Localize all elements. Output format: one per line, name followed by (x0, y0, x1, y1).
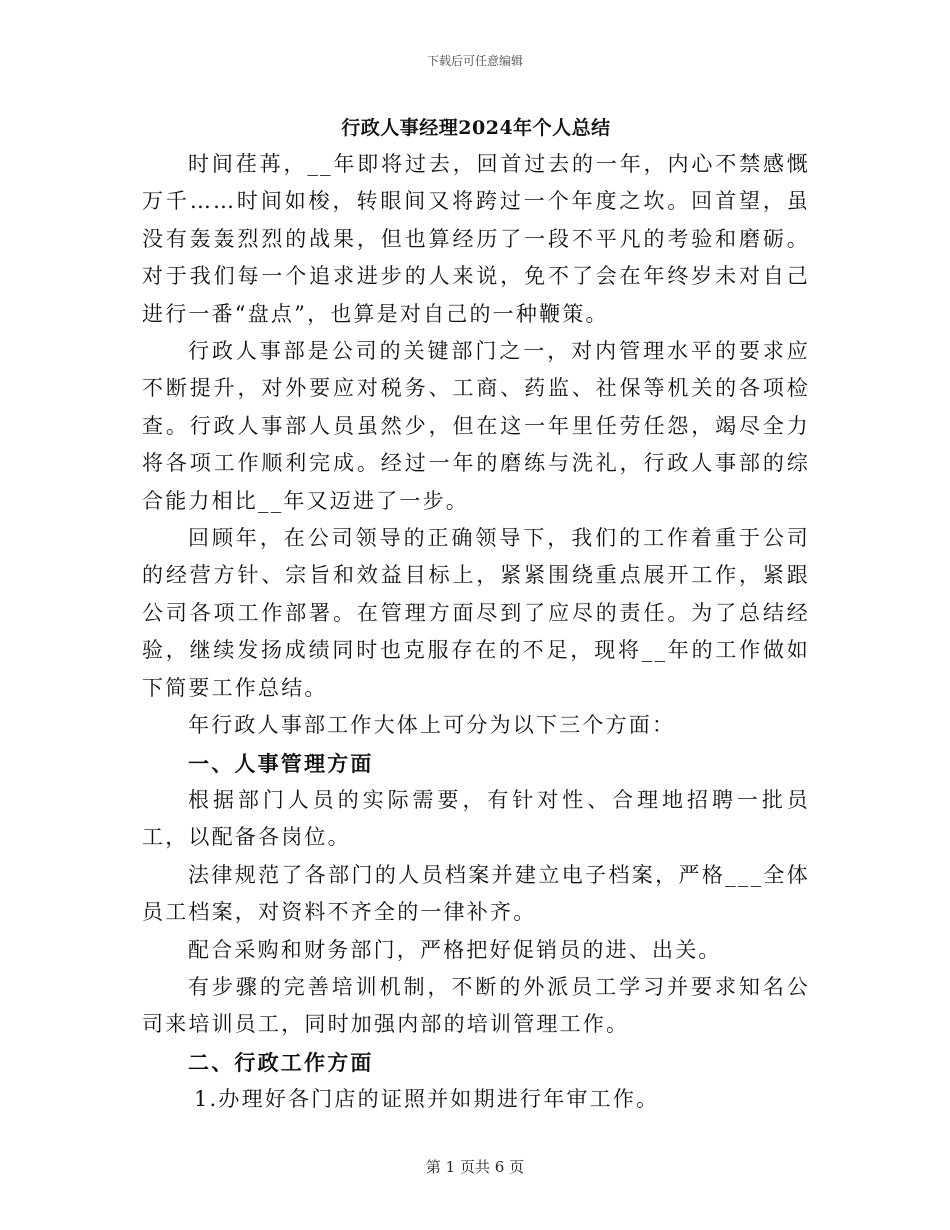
paragraph: 回顾年，在公司领导的正确领导下，我们的工作着重于公司的经营方针、宗旨和效益目标上，紧紧围绕重点展开工作，紧跟公司各项工作部署。在管理方面尽到了应尽的责任。为了总结经验，继续发扬成绩同时也克服存在的不足，现将__年的工作做如下简要工作总结。 (142, 526, 810, 700)
page-header-note: 下载后可任意编辑 (426, 54, 523, 68)
paragraph: 根据部门人员的实际需要，有针对性、合理地招聘一批员工，以配备各岗位。 (142, 787, 810, 850)
section-heading-personnel: 一、人事管理方面 (188, 750, 374, 776)
paragraph: 行政人事部是公司的关键部门之一，对内管理水平的要求应不断提升，对外要应对税务、工商、药监、社保等机关的各项检查。行政人事部人员虽然少，但在这一年里任劳任怨，竭尽全力将各项工作顺利完成。经过一年的磨练与洗礼，行政人事部的综合能力相比__年又迈进了一步。 (142, 339, 810, 513)
document-body (142, 110, 810, 1119)
paragraph: 法律规范了各部门的人员档案并建立电子档案，严格___全体员工档案，对资料不齐全的一律补齐。 (142, 862, 810, 925)
section-heading-administration: 二、行政工作方面 (188, 1049, 374, 1075)
paragraph: 年行政人事部工作大体上可分为以下三个方面： (188, 713, 676, 738)
paragraph: 配合采购和财务部门，严格把好促销员的进、出关。 (188, 937, 722, 962)
paragraph: 有步骤的完善培训机制，不断的外派员工学习并要求知名公司来培训员工，同时加强内部的培训管理工作。 (142, 974, 810, 1037)
list-item: 1.办理好各门店的证照并如期进行年审工作。 (194, 1087, 660, 1112)
paragraph: 时间荏苒，__年即将过去，回首过去的一年，内心不禁感慨万千……时间如梭，转眼间又将跨过一个年度之坎。回首望，虽没有轰轰烈烈的战果，但也算经历了一段不平凡的考验和磨砺。对于我们每一个追求进步的人来说，免不了会在年终岁未对自己进行一番“盘点”，也算是对自己的一种鞭策。 (142, 152, 810, 326)
document-title: 行政人事经理2024年个人总结 (341, 117, 611, 139)
page-number: 第 1 页共 6 页 (425, 1158, 525, 1176)
